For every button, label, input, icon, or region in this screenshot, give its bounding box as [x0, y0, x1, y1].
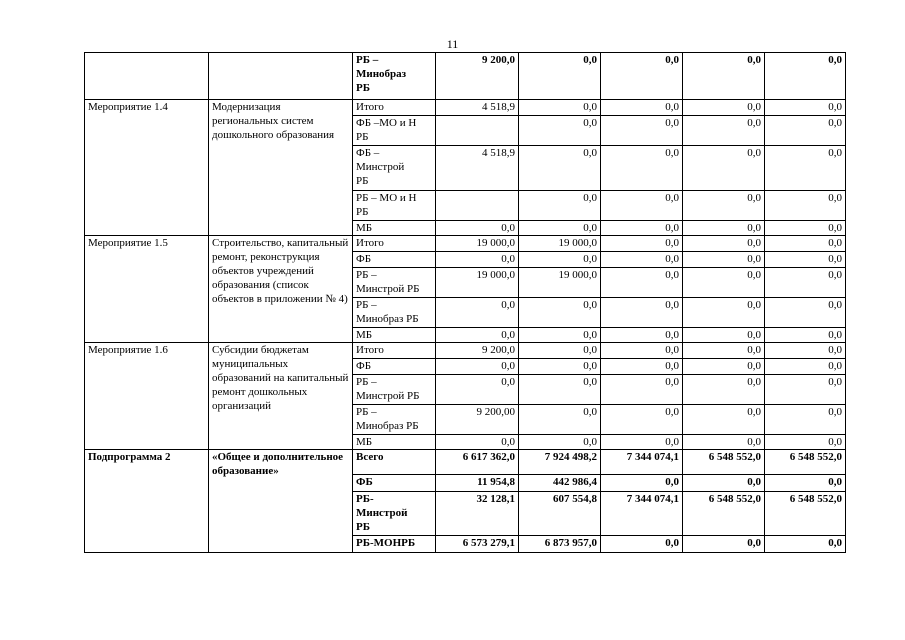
amount-cell: 0,0: [765, 100, 846, 116]
funding-source-cell: Итого: [353, 236, 436, 252]
funding-source-cell: МБ: [353, 435, 436, 450]
budget-table: [84, 52, 846, 553]
activity-name-cell: Мероприятие 1.5: [85, 236, 209, 343]
amount-cell: 19 000,0: [519, 236, 601, 252]
amount-cell: 0,0: [765, 221, 846, 236]
amount-cell: 0,0: [765, 252, 846, 268]
amount-cell: 6 548 552,0: [765, 492, 846, 536]
amount-cell: 11 954,8: [436, 475, 519, 492]
amount-cell: 0,0: [765, 53, 846, 100]
funding-source-cell: ФБ: [353, 252, 436, 268]
funding-source-cell: РБ – МО и Н РБ: [353, 191, 436, 221]
funding-source-cell: РБ – Минобраз РБ: [353, 53, 436, 100]
funding-source-cell: ФБ – Минстрой РБ: [353, 146, 436, 191]
amount-cell: 0,0: [601, 146, 683, 191]
amount-cell: 0,0: [765, 298, 846, 328]
amount-cell: 0,0: [601, 405, 683, 435]
amount-cell: 0,0: [601, 53, 683, 100]
amount-cell: 0,0: [601, 268, 683, 298]
amount-cell: 0,0: [601, 236, 683, 252]
amount-cell: 0,0: [519, 359, 601, 375]
amount-cell: 0,0: [519, 375, 601, 405]
amount-cell: 0,0: [601, 328, 683, 343]
amount-cell: 0,0: [601, 435, 683, 450]
amount-cell: 0,0: [683, 359, 765, 375]
budget-table-body: [85, 53, 846, 553]
amount-cell: 6 873 957,0: [519, 536, 601, 553]
table-row: [85, 343, 846, 359]
amount-cell: 0,0: [601, 375, 683, 405]
amount-cell: 0,0: [683, 328, 765, 343]
amount-cell: 0,0: [519, 405, 601, 435]
amount-cell: 0,0: [436, 298, 519, 328]
funding-source-cell: РБ – Минстрой РБ: [353, 375, 436, 405]
amount-cell: 0,0: [683, 268, 765, 298]
activity-name-cell: Мероприятие 1.4: [85, 100, 209, 236]
amount-cell: 0,0: [519, 191, 601, 221]
amount-cell: 0,0: [519, 146, 601, 191]
amount-cell: 0,0: [765, 191, 846, 221]
amount-cell: 0,0: [436, 375, 519, 405]
amount-cell: 0,0: [765, 536, 846, 553]
amount-cell: 0,0: [765, 475, 846, 492]
funding-source-cell: РБ- Минстрой РБ: [353, 492, 436, 536]
activity-description-cell: Субсидии бюджетам муниципальных образований на капитальный ремонт дошкольных организаций: [209, 343, 353, 450]
amount-cell: [436, 191, 519, 221]
activity-name-cell: Подпрограмма 2: [85, 450, 209, 553]
amount-cell: 0,0: [683, 435, 765, 450]
amount-cell: 0,0: [765, 146, 846, 191]
funding-source-cell: Всего: [353, 450, 436, 475]
table-row: [85, 236, 846, 252]
funding-source-cell: РБ – Минобраз РБ: [353, 405, 436, 435]
amount-cell: 0,0: [683, 53, 765, 100]
amount-cell: 0,0: [765, 236, 846, 252]
amount-cell: 0,0: [765, 343, 846, 359]
funding-source-cell: РБ – Минстрой РБ: [353, 268, 436, 298]
amount-cell: 0,0: [683, 236, 765, 252]
amount-cell: 9 200,0: [436, 343, 519, 359]
activity-name-cell: Мероприятие 1.6: [85, 343, 209, 450]
funding-source-cell: РБ – Минобраз РБ: [353, 298, 436, 328]
amount-cell: 0,0: [519, 221, 601, 236]
amount-cell: 0,0: [601, 116, 683, 146]
activity-name-cell: [85, 53, 209, 100]
amount-cell: 7 344 074,1: [601, 450, 683, 475]
amount-cell: 0,0: [683, 116, 765, 146]
amount-cell: 9 200,00: [436, 405, 519, 435]
amount-cell: 442 986,4: [519, 475, 601, 492]
table-row: [85, 53, 846, 100]
amount-cell: 0,0: [436, 328, 519, 343]
amount-cell: 4 518,9: [436, 100, 519, 116]
amount-cell: 0,0: [601, 191, 683, 221]
amount-cell: 0,0: [436, 359, 519, 375]
amount-cell: 0,0: [683, 405, 765, 435]
amount-cell: 19 000,0: [436, 268, 519, 298]
amount-cell: 0,0: [436, 252, 519, 268]
amount-cell: 0,0: [683, 191, 765, 221]
page-number: 11: [446, 37, 459, 51]
amount-cell: 6 548 552,0: [765, 450, 846, 475]
amount-cell: 19 000,0: [519, 268, 601, 298]
amount-cell: 6 548 552,0: [683, 492, 765, 536]
activity-description-cell: «Общее и дополнительное образование»: [209, 450, 353, 553]
funding-source-cell: ФБ –МО и Н РБ: [353, 116, 436, 146]
amount-cell: 0,0: [601, 221, 683, 236]
amount-cell: 0,0: [765, 359, 846, 375]
activity-description-cell: Строительство, капитальный ремонт, реконструкция объектов учреждений образования (список объектов в приложении № 4): [209, 236, 353, 343]
amount-cell: 6 548 552,0: [683, 450, 765, 475]
amount-cell: 0,0: [519, 53, 601, 100]
amount-cell: 0,0: [519, 343, 601, 359]
amount-cell: 0,0: [683, 375, 765, 405]
amount-cell: 0,0: [765, 268, 846, 298]
amount-cell: 32 128,1: [436, 492, 519, 536]
amount-cell: 0,0: [436, 435, 519, 450]
amount-cell: 0,0: [601, 100, 683, 116]
funding-source-cell: ФБ: [353, 475, 436, 492]
amount-cell: 0,0: [765, 435, 846, 450]
funding-source-cell: ФБ: [353, 359, 436, 375]
amount-cell: 0,0: [601, 475, 683, 492]
amount-cell: 0,0: [765, 375, 846, 405]
amount-cell: 0,0: [601, 536, 683, 553]
activity-description-cell: Модернизация региональных систем дошкольного образования: [209, 100, 353, 236]
activity-description-cell: [209, 53, 353, 100]
funding-source-cell: МБ: [353, 221, 436, 236]
amount-cell: 0,0: [683, 221, 765, 236]
amount-cell: 0,0: [765, 116, 846, 146]
amount-cell: 7 924 498,2: [519, 450, 601, 475]
amount-cell: 0,0: [519, 328, 601, 343]
amount-cell: 0,0: [519, 435, 601, 450]
amount-cell: 0,0: [519, 100, 601, 116]
amount-cell: 7 344 074,1: [601, 492, 683, 536]
table-row: [85, 450, 846, 475]
amount-cell: 0,0: [519, 298, 601, 328]
amount-cell: [436, 116, 519, 146]
amount-cell: 0,0: [683, 475, 765, 492]
amount-cell: 0,0: [601, 343, 683, 359]
amount-cell: 0,0: [601, 298, 683, 328]
amount-cell: 4 518,9: [436, 146, 519, 191]
amount-cell: 0,0: [683, 343, 765, 359]
amount-cell: 19 000,0: [436, 236, 519, 252]
amount-cell: 607 554,8: [519, 492, 601, 536]
amount-cell: 9 200,0: [436, 53, 519, 100]
amount-cell: 0,0: [683, 146, 765, 191]
funding-source-cell: Итого: [353, 100, 436, 116]
amount-cell: 0,0: [519, 116, 601, 146]
funding-source-cell: Итого: [353, 343, 436, 359]
funding-source-cell: РБ-МОНРБ: [353, 536, 436, 553]
amount-cell: 0,0: [683, 100, 765, 116]
amount-cell: 0,0: [601, 359, 683, 375]
table-row: [85, 100, 846, 116]
amount-cell: 0,0: [683, 298, 765, 328]
amount-cell: 6 617 362,0: [436, 450, 519, 475]
amount-cell: 0,0: [436, 221, 519, 236]
funding-source-cell: МБ: [353, 328, 436, 343]
amount-cell: 0,0: [765, 328, 846, 343]
amount-cell: 0,0: [683, 252, 765, 268]
amount-cell: 0,0: [765, 405, 846, 435]
amount-cell: 6 573 279,1: [436, 536, 519, 553]
amount-cell: 0,0: [683, 536, 765, 553]
amount-cell: 0,0: [601, 252, 683, 268]
amount-cell: 0,0: [519, 252, 601, 268]
